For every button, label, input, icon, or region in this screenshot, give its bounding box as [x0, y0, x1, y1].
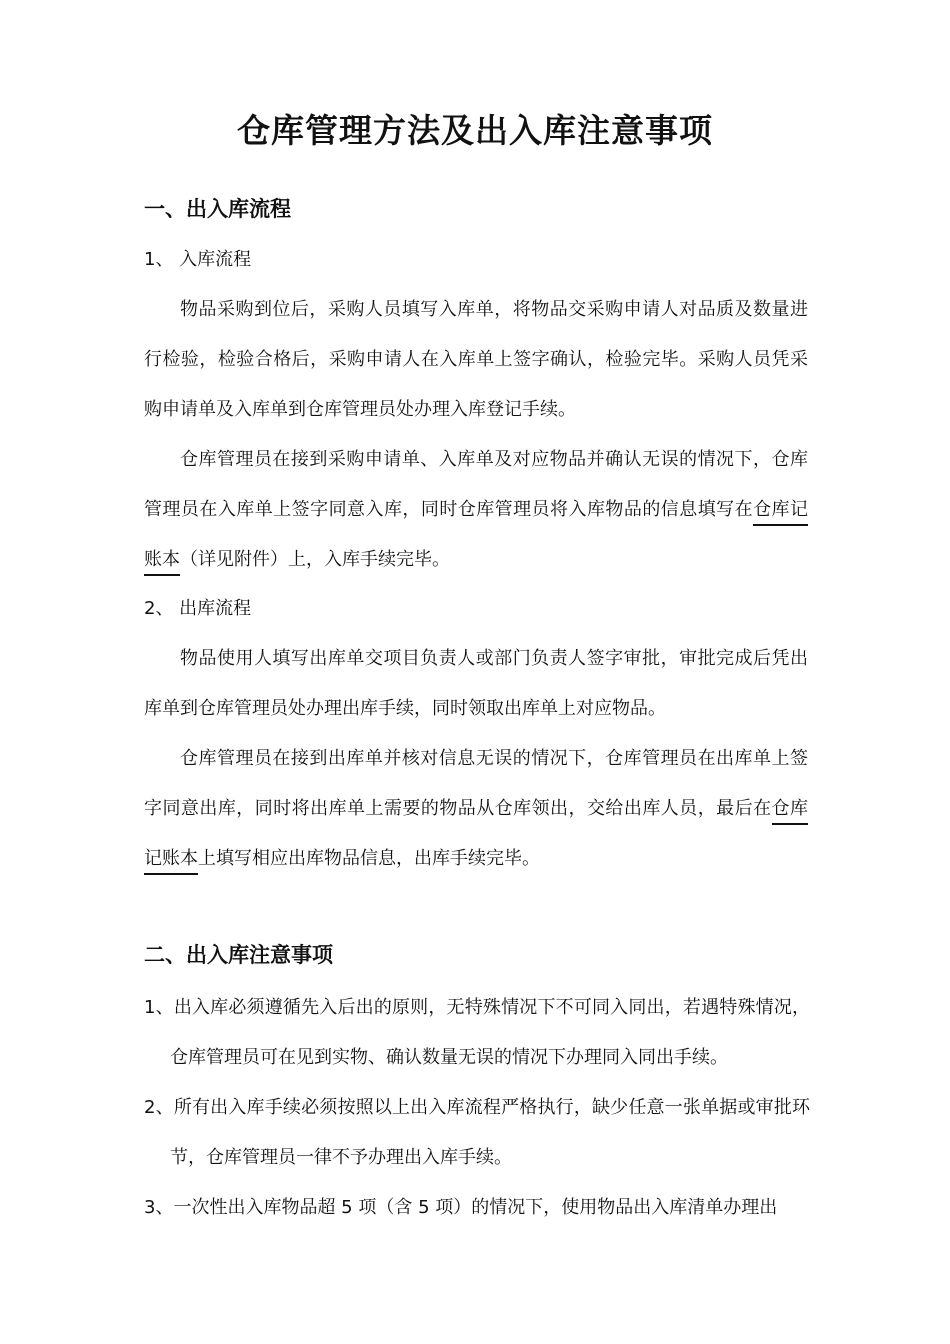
inbound-paragraph-2	[144, 435, 808, 585]
section-heading-precautions: 二、出入库注意事项	[144, 943, 333, 967]
precaution-item: 1、出入库必须遵循先入后出的原则，无特殊情况下不可同入同出，若遇特殊情况，仓库管理员可在见到实物、确认数量无误的情况下办理同入同出手续。	[144, 997, 810, 1068]
outbound-paragraph-1: 物品使用人填写出库单交项目负责人或部门负责人签字审批，审批完成后凭出库单到仓库管理员处办理出库手续，同时领取出库单上对应物品。	[144, 648, 808, 719]
inbound-paragraph-1: 物品采购到位后，采购人员填写入库单，将物品交采购申请人对品质及数量进行检验，检验合格后，采购申请人在入库单上签字确认，检验完毕。采购人员凭采购申请单及入库单到仓库管理员处办理入库登记手续。	[144, 299, 808, 420]
precaution-item: 3、一次性出入库物品超 5 项（含 5 项）的情况下，使用物品出入库清单办理出	[144, 1197, 778, 1218]
precaution-item: 2、所有出入库手续必须按照以上出入库流程严格执行，缺少任意一张单据或审批环节，仓库管理员一律不予办理出入库手续。	[144, 1097, 810, 1168]
inbound-paragraph-2-tail: （详见附件）上，入库手续完毕。	[180, 549, 450, 570]
outbound-paragraph-2-text: 仓库管理员在接到出库单并核对信息无误的情况下，仓库管理员在出库单上签字同意出库，同时将出库单上需要的物品从仓库领出，交给出库人员，最后在	[144, 748, 808, 819]
inbound-paragraph-2-text: 仓库管理员在接到采购申请单、入库单及对应物品并确认无误的情况下，仓库管理员在入库单上签字同意入库，同时仓库管理员将入库物品的信息填写在	[144, 449, 808, 520]
ledger-book-term: 仓库记账本	[144, 499, 808, 576]
section-heading-inout-process: 一、出入库流程	[144, 197, 291, 221]
sub-heading-inbound-process: 1、 入库流程	[144, 249, 252, 270]
ledger-book-term: 仓库记账本	[144, 798, 808, 875]
outbound-paragraph-2	[144, 734, 808, 884]
outbound-paragraph-2-tail: 上填写相应出库物品信息，出库手续完毕。	[198, 848, 540, 869]
sub-heading-outbound-process: 2、 出库流程	[144, 598, 252, 619]
page-title: 仓库管理方法及出入库注意事项	[237, 111, 713, 150]
